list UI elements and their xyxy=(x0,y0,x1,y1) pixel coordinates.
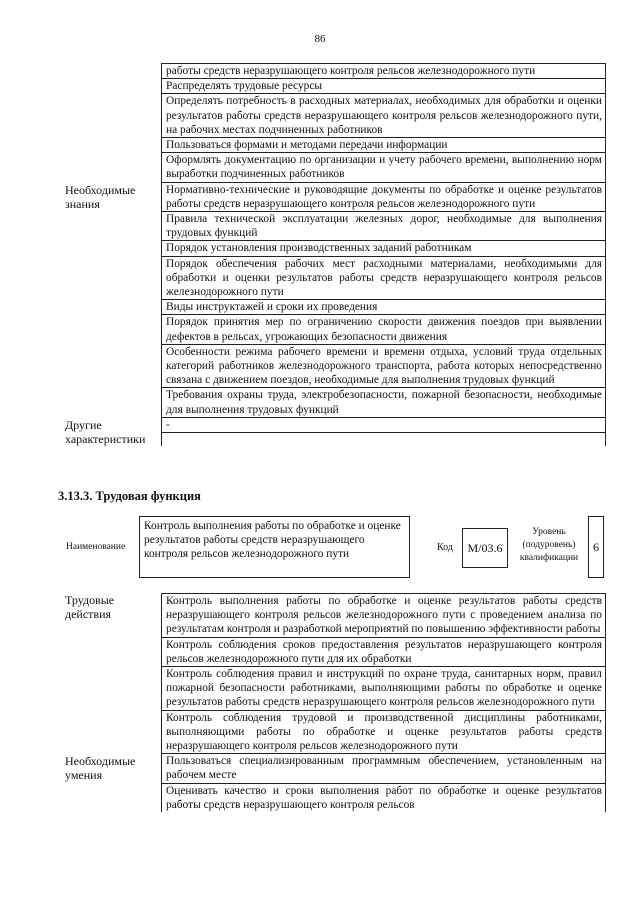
table-cell: Пользоваться специализированным программным обеспечением, установленным на рабочем месте xyxy=(162,754,605,783)
row-cells xyxy=(161,593,606,754)
table-cell: Пользоваться формами и методами передачи информации xyxy=(162,138,605,153)
table-cell: Порядок обеспечения рабочих мест расходными материалами, необходимыми для обработки и оценки результатов работы средств неразрушающего контроля рельсов железнодорожного пути xyxy=(162,257,605,301)
table-cell: Требования охраны труда, электробезопасности, пожарной безопасности, необходимые для выполнения трудовых функций xyxy=(162,388,605,417)
table-cell: работы средств неразрушающего контроля рельсов железнодорожного пути xyxy=(162,63,605,79)
table-cell: Порядок принятия мер по ограничению скорости движения поездов при выявлении дефектов в рельсах, угрожающих безопасности движения xyxy=(162,315,605,344)
table-cell: Оформлять документацию по организации и учету рабочего времени, выполнению норм выработки подчиненных работников xyxy=(162,153,605,182)
skills-knowledge-table xyxy=(60,63,606,446)
table-row xyxy=(60,754,606,812)
table-cell: Особенности режима рабочего времени и времени отдыха, условий труда отдельных категорий работников железнодорожного транспорта, работа которых непосредственно связана с движением поездов, необходимые для выполнения трудовых функций xyxy=(162,345,605,389)
page-number: 86 xyxy=(314,33,326,45)
code-label: Код xyxy=(437,542,453,553)
table-row xyxy=(60,63,606,183)
row-label: Необходимые знания xyxy=(65,182,136,211)
table-cell: Распределять трудовые ресурсы xyxy=(162,79,605,94)
row-label xyxy=(60,63,161,183)
function-header xyxy=(60,516,606,580)
row-label: Необходимые умения xyxy=(65,754,136,783)
row-cells xyxy=(161,63,606,183)
table-row xyxy=(60,183,606,418)
table-cell: Контроль соблюдения правил и инструкций по охране труда, санитарных норм, правил пожарной безопасности работниками, выполняющими работы по обработке и оценке результатов работы средств неразрушающего контроля рельсов железнодорожного пути xyxy=(162,667,605,711)
table-cell: Правила технической эксплуатации железных дорог, необходимые для выполнения трудовых функций xyxy=(162,212,605,241)
table-cell: Оценивать качество и сроки выполнения работ по обработке и оценке результатов работы средств неразрушающего контроля рельсов xyxy=(166,784,602,811)
labor-actions-table xyxy=(60,593,606,812)
code-value: M/03.6 xyxy=(462,528,508,568)
level-value: 6 xyxy=(588,516,604,578)
table-cell: Порядок установления производственных заданий работникам xyxy=(162,241,605,256)
row-cells xyxy=(161,183,606,418)
row-cells xyxy=(161,418,606,446)
table-cell: Контроль соблюдения сроков предоставления результатов неразрушающего контроля рельсов железнодорожного пути для их обработки xyxy=(162,638,605,667)
row-cells xyxy=(161,754,606,812)
section-title: 3.13.3. Трудовая функция xyxy=(58,489,201,503)
table-cell: Определять потребность в расходных материалах, необходимых для обработки и оценки результатов работы средств неразрушающего контроля рельсов железнодорожного пути, на рабочих местах подчиненных работников xyxy=(162,94,605,138)
name-label: Наименование xyxy=(66,542,126,552)
level-label: Уровень (подуровень) квалификации xyxy=(519,527,579,563)
table-cell: Контроль соблюдения трудовой и производственной дисциплины работниками, выполняющими работы по обработке и оценке результатов работы средств неразрушающего контроля рельсов железнодорожного пути xyxy=(162,711,605,755)
table-row xyxy=(60,418,606,446)
table-cell: Контроль выполнения работы по обработке и оценке результатов работы средств неразрушающего контроля рельсов железнодорожного пути с проведением анализа по результатам контроля и разработкой мероприятий по повышению эффективности работы xyxy=(162,593,605,638)
row-label: Другие характеристики xyxy=(65,417,146,446)
table-cell: - xyxy=(162,418,605,433)
row-label: Трудовые действия xyxy=(65,593,115,621)
table-cell: Виды инструктажей и сроки их проведения xyxy=(162,300,605,315)
name-value: Контроль выполнения работы по обработке и оценке результатов работы средств неразрушающего контроля рельсов железнодорожного пути xyxy=(139,516,410,578)
table-cell: Нормативно-технические и руководящие документы по обработке и оценке результатов работы средств неразрушающего контроля рельсов железнодорожного пути xyxy=(162,183,605,212)
table-row xyxy=(60,593,606,754)
